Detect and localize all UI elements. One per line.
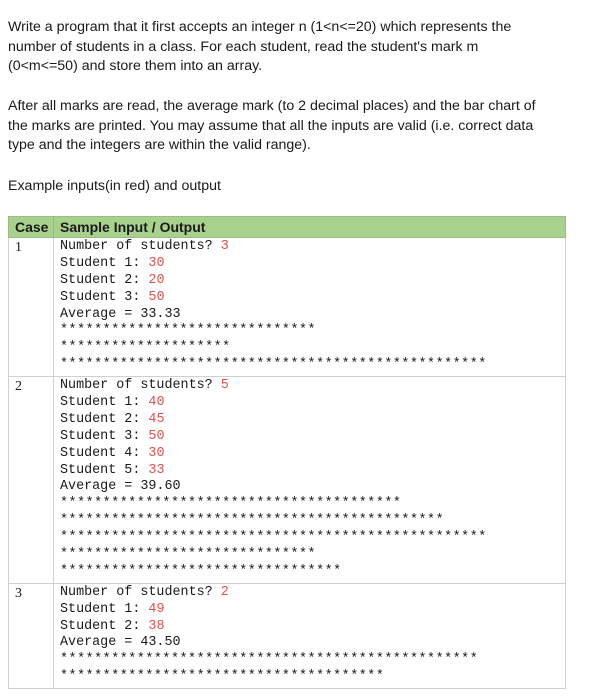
bar-chart-row: **************************************************	[60, 357, 487, 373]
average-output: Average = 43.50	[60, 635, 181, 651]
bar-chart-row: ****************************************	[60, 496, 402, 512]
mark-line	[60, 446, 565, 463]
average-line	[60, 635, 565, 652]
students-line	[60, 378, 565, 395]
output-line-1: After all marks are read, the average mark (to 2 decimal places) and the bar chart of	[8, 98, 536, 114]
mark-input: 20	[148, 272, 165, 288]
mark-prompt: Student 3:	[60, 289, 149, 305]
output-line-3: type and the integers are within the valid range).	[8, 137, 311, 153]
students-prompt: Number of students?	[60, 378, 221, 394]
mark-input: 45	[148, 411, 165, 427]
mark-input: 38	[148, 618, 165, 634]
mark-prompt: Student 5:	[60, 462, 149, 478]
bar-chart-row: ******************************	[60, 323, 317, 339]
mark-input: 50	[148, 428, 165, 444]
mark-input: 49	[148, 601, 165, 617]
mark-line	[60, 619, 565, 636]
case-number: 2	[9, 377, 54, 584]
mark-input: 30	[148, 255, 165, 271]
mark-prompt: Student 3:	[60, 428, 149, 444]
students-prompt: Number of students?	[60, 239, 221, 254]
mark-line	[60, 429, 565, 446]
bar-line	[60, 513, 565, 530]
average-output: Average = 39.60	[60, 479, 181, 495]
bar-chart-row: **************************************************	[60, 530, 487, 546]
mark-input: 40	[148, 395, 165, 411]
table-body	[9, 238, 566, 689]
mark-prompt: Student 2:	[60, 272, 149, 288]
bar-line	[60, 530, 565, 547]
mark-line	[60, 463, 565, 480]
students-input: 2	[220, 584, 229, 600]
table-row	[9, 377, 566, 584]
bar-chart-row: *********************************	[60, 563, 342, 579]
mark-line	[60, 256, 565, 273]
mark-input: 50	[148, 289, 165, 305]
average-line	[60, 307, 565, 324]
mark-prompt: Student 4:	[60, 445, 149, 461]
output-description-paragraph	[8, 97, 588, 156]
sample-io-table	[8, 216, 566, 689]
bar-line	[60, 340, 565, 357]
average-line	[60, 479, 565, 496]
header-sample-io: Sample Input / Output	[54, 217, 566, 238]
students-prompt: Number of students?	[60, 584, 221, 600]
mark-line	[60, 290, 565, 307]
problem-line-1: Write a program that it first accepts an integer n (1<n<=20) which represents the	[8, 19, 512, 35]
sample-io-cell	[54, 583, 566, 688]
problem-line-3: (0<m<=50) and store them into an array.	[8, 58, 263, 74]
mark-prompt: Student 1:	[60, 601, 149, 617]
table-row	[9, 238, 566, 377]
bar-line	[60, 323, 565, 340]
bar-chart-row: *************************************************	[60, 652, 479, 668]
students-line	[60, 585, 565, 602]
bar-line	[60, 357, 565, 374]
case-number: 3	[9, 583, 54, 688]
problem-statement-paragraph	[8, 18, 588, 77]
mark-line	[60, 273, 565, 290]
example-heading	[8, 177, 588, 197]
mark-input: 30	[148, 445, 165, 461]
mark-prompt: Student 2:	[60, 411, 149, 427]
header-case: Case	[9, 217, 54, 238]
mark-line	[60, 602, 565, 619]
students-input: 3	[220, 239, 229, 254]
mark-line	[60, 412, 565, 429]
bar-line	[60, 669, 565, 686]
table-header-row	[9, 217, 566, 238]
mark-prompt: Student 1:	[60, 255, 149, 271]
example-heading-text: Example inputs(in red) and output	[8, 178, 221, 194]
bar-line	[60, 496, 565, 513]
bar-line	[60, 652, 565, 669]
table-row	[9, 583, 566, 688]
average-output: Average = 33.33	[60, 306, 181, 322]
students-line	[60, 239, 565, 256]
problem-line-2: number of students in a class. For each student, read the student's mark m	[8, 38, 479, 55]
sample-io-cell	[54, 238, 566, 377]
mark-input: 33	[148, 462, 165, 478]
output-line-2: the marks are printed. You may assume that all the inputs are valid (i.e. correct data	[8, 117, 534, 134]
students-input: 5	[220, 378, 229, 394]
bar-chart-row: **************************************	[60, 669, 385, 685]
mark-prompt: Student 1:	[60, 395, 149, 411]
bar-chart-row: ******************************	[60, 547, 317, 563]
mark-prompt: Student 2:	[60, 618, 149, 634]
bar-line	[60, 564, 565, 581]
bar-chart-row: ********************	[60, 340, 231, 356]
bar-chart-row: *********************************************	[60, 513, 445, 529]
bar-line	[60, 547, 565, 564]
mark-line	[60, 395, 565, 412]
sample-io-cell	[54, 377, 566, 584]
case-number: 1	[9, 238, 54, 377]
